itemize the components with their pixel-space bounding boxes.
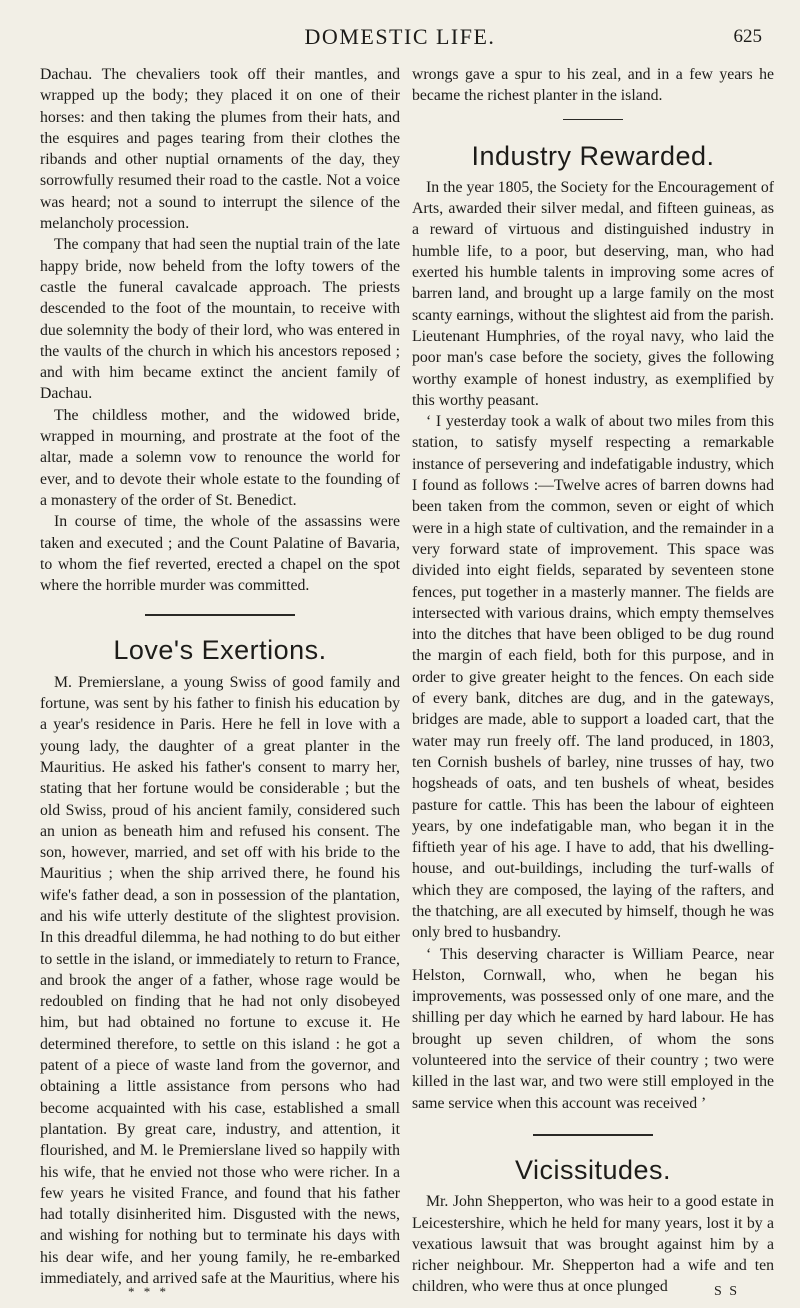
paragraph: In course of time, the whole of the assassins were taken and executed ; and the Count Palatine of Bavaria, to whom the fief reverted, erected a chapel on the spot where the horrible murder was committed. <box>40 513 400 595</box>
section-divider <box>533 1134 653 1136</box>
paragraph: ‘ I yesterday took a walk of about two miles from this station, to satisfy myself respecting a remarkable instance of persevering and indefatigable industry, which I found as follows :—Twelve acres of barren downs had been taken from the common, seven or eight of which were in a high state of cultivation, and the remainder in a very forward state of improvement. This space was divided into eight fields, separated by seventeen stone fences, put together in a masterly manner. The fields are intersected with various drains, which empty themselves into the ditches that have been obliged to be dug round the margin of each field, both for this purpose, and in order to give greater height to the fences. On each side of every bank, ditches are dug, and in the gateways, bridges are made, able to support a loaded cart, that the water may run freely off. The land produced, in 1803, ten Cornish bushels of barley, nine trusses of hay, two hogsheads of oats, and ten bushels of wheat, besides pasture for cattle. This has been the labour of eighteen years, by one indefatigable man, who began it in the fiftieth year of his age. I have to add, that his dwelling-house, and out-buildings, including the turf-walls of which they are composed, the laying of the rafters, and the thatching, are all executed by himself, though he was only bred to husbandry. <box>412 413 774 942</box>
paragraph: Dachau. The chevaliers took off their mantles, and wrapped up the body; they placed it on one of their horses: and then taking the plumes from their hats, and the esquires and pages tearing from their clothes the ribands and other nuptial ornaments of the day, they sorrowfully resumed their road to the castle. Not a voice was heard; not a sound to interrupt the silence of the melancholy procession. <box>40 66 400 233</box>
paragraph: ‘ This deserving character is William Pearce, near Helston, Cornwall, who, when he began his improvements, was possessed only of one mare, and the shilling per day which he earned by hard labour. He has brought up seven children, of whom the sons volunteered into the service of their country ; two were killed in the last war, and two were still employed in the same service when this account was received ’ <box>412 945 774 1112</box>
paragraph: The company that had seen the nuptial train of the late happy bride, now beheld from the lofty towers of the castle the funeral cavalcade approach. The priests descended to the foot of the mountain, to receive with due solemnity the body of their lord, who was entered in the vaults of the church in which his ancestors reposed ; and with him became extinct the ancient family of Dachau. <box>40 236 400 403</box>
signature-mark: * * * <box>128 1284 169 1299</box>
page-number: 625 <box>733 26 762 47</box>
running-head: DOMESTIC LIFE. <box>304 24 496 49</box>
paragraph: Mr. John Shepperton, who was heir to a good estate in Leicestershire, which he held for many years, lost it by a vexatious lawsuit that was brought against him by a richer neighbour. Mr. Shepperton had a wife and ten children, who were thus at once plunged <box>412 1193 774 1296</box>
paragraph: wrongs gave a spur to his zeal, and in a few years he became the richest planter in the island. <box>412 66 774 105</box>
section-heading-industry: Industry Rewarded. <box>471 140 715 171</box>
left-column <box>40 64 400 1289</box>
section-divider <box>145 614 295 616</box>
section-heading-vicissitudes: Vicissitudes. <box>514 1154 672 1185</box>
signature-mark: S S <box>714 1284 740 1299</box>
right-column <box>412 64 774 1298</box>
paragraph: M. Premierslane, a young Swiss of good family and fortune, was sent by his father to finish his education by a year's residence in Paris. Here he fell in love with a young lady, the daughter of a great planter in the Mauritius. He asked his father's consent to marry her, stating that her fortune would be considerable ; but the old Swiss, proud of his ancient family, considered such an union as beneath him and refused his consent. The son, however, married, and set off with his bride to the Mauritius ; when the ship arrived there, he found his wife's father dead, a son in possession of the plantation, and his wife utterly destitute of the slightest provision. In this dreadful dilemma, he had nothing to do but either to settle in the island, or immediately to return to France, and brook the anger of a father, whose rage would be redoubled on finding that he had not only disobeyed him, but had obtained no fortune to excuse it. He determined therefore, to settle on this island : he got a patent of a piece of waste land from the governor, and obtaining a little assistance from persons who had become acquainted with his case, established a small plantation. By great care, industry, and attention, it flourished, and M. le Premierslane lived so happily with his wife, that he envied not those who were richer. In a few years he visited France, and found that his father had totally disinherited him. Disgusted with the news, and wishing for nothing but to terminate his days with his dear wife, and her young family, he re-embarked immediately, and arrived safe at the Mauritius, where his <box>40 673 400 1288</box>
page-header <box>0 24 800 58</box>
section-heading-love: Love's Exertions. <box>113 635 327 666</box>
paragraph: In the year 1805, the Society for the Encouragement of Arts, awarded their silver medal, and fifteen guineas, as a reward of virtuous and distinguished industry in humble life, to a poor, but deserving, man, who had exerted his humble talents in improving some acres of barren land, and brought up a large family on the most scanty earnings, without the slightest aid from the parish. Lieutenant Humphries, of the royal navy, who laid the poor man's case before the society, gives the following worthy example of honest industry, as exemplified by this worthy peasant. <box>412 178 774 409</box>
section-divider <box>563 119 623 120</box>
paragraph: The childless mother, and the widowed bride, wrapped in mourning, and prostrate at the foot of the altar, made a solemn vow to renounce the world for ever, and to devote their whole estate to the founding of a monastery of the order of St. Benedict. <box>40 406 400 509</box>
